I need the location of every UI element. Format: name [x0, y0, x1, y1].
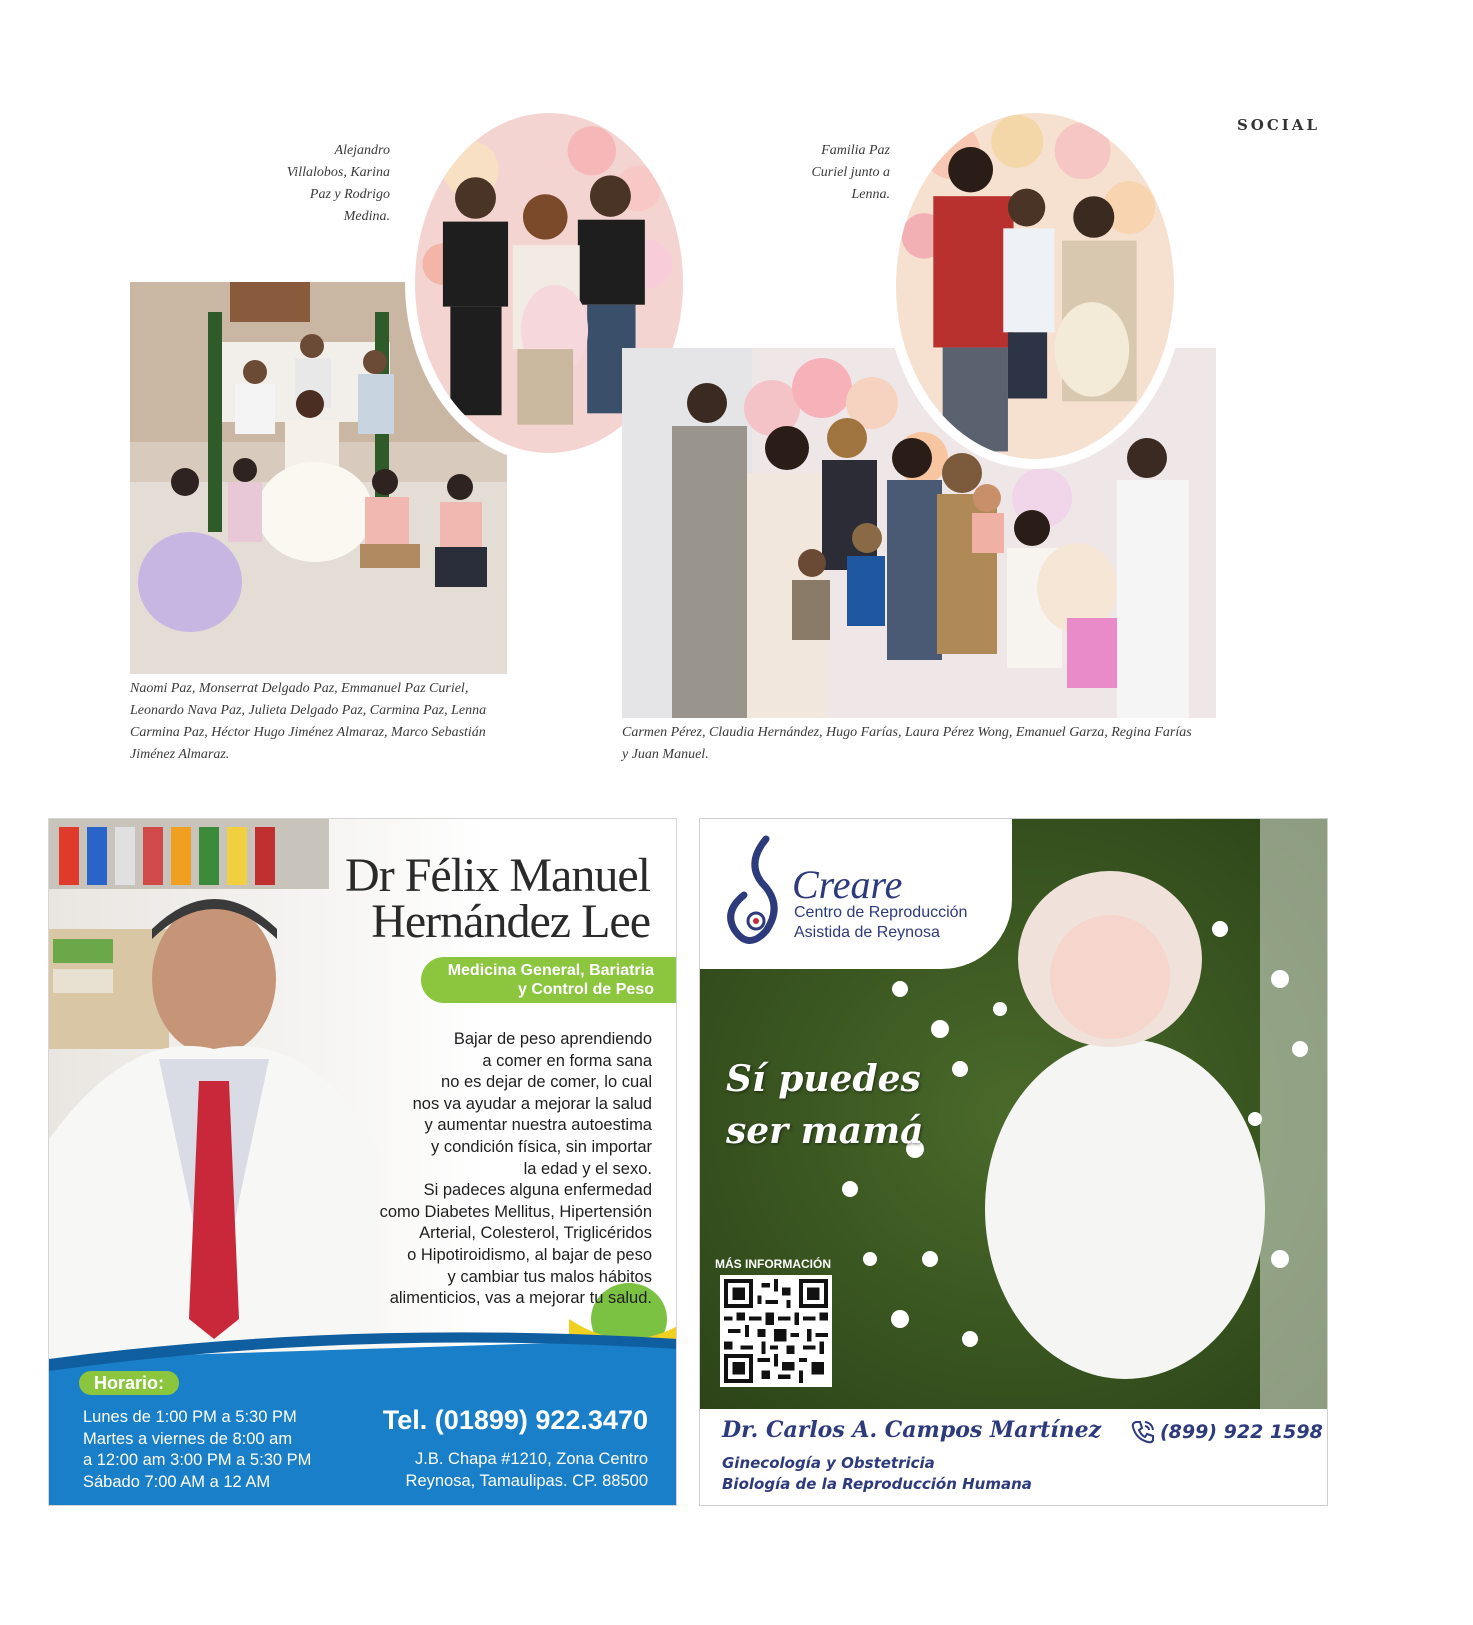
ad-felix-phone: Tel. (01899) 922.3470: [382, 1405, 648, 1435]
ad-felix-address: J.B. Chapa #1210, Zona Centro Reynosa, Tamaulipas. CP. 88500: [405, 1450, 648, 1490]
qr-code-icon[interactable]: [720, 1275, 832, 1387]
caption-oval-left-full: [0, 0, 1, 1]
phone-icon: [1130, 1419, 1156, 1445]
photo-left-caption: Naomi Paz, Monserrat Delgado Paz, Emmanuel Paz Curiel, Leonardo Nava Paz, Julieta Delgado Paz, Carmina Paz, Lenna Carmina Paz, Héctor Hugo Jiménez Almaraz, Marco Sebastián Jiménez Almaraz.: [130, 681, 487, 762]
ad-creare: [699, 818, 1328, 1506]
creare-logo-icon: [726, 833, 790, 951]
ad-creare-specialties: Ginecología y Obstetricia Biología de la Reproducción Humana: [722, 1454, 1032, 1493]
oval-left-caption: Alejandro Villalobos, Karina Paz y Rodrigo Medina.: [286, 143, 390, 224]
ad-creare-phone: (899) 922 1598: [1160, 1421, 1323, 1443]
ad-felix-specialty: Medicina General, Bariatria y Control de Peso: [421, 957, 677, 1003]
ad-creare-doctor: Dr. Carlos A. Campos Martínez: [722, 1417, 1102, 1443]
photo-right-caption: Carmen Pérez, Claudia Hernández, Hugo Farías, Laura Pérez Wong, Emanuel Garza, Regina Farías y Juan Manuel.: [622, 725, 1192, 762]
ad-creare-brand: Creare: [792, 862, 903, 907]
section-label: SOCIAL: [1236, 116, 1320, 134]
ad-felix-horario-label: Horario:: [79, 1371, 179, 1395]
oval-photo-family: [886, 103, 1184, 469]
ad-creare-more-info: MÁS INFORMACIÓN: [715, 1257, 831, 1271]
ad-creare-brand-sub: Centro de Reproducción Asistida de Reynosa: [794, 904, 968, 941]
ad-felix-hours: Lunes de 1:00 PM a 5:30 PM Martes a viernes de 8:00 am a 12:00 am 3:00 PM a 5:30 PM Sábado 7:00 AM a 12 AM: [83, 1408, 312, 1491]
oval-right-caption: Familia Paz Curiel junto a Lenna.: [811, 143, 890, 202]
ad-felix-body: Bajar de peso aprendiendo a comer en forma sana no es dejar de comer, lo cual nos va ayudar a mejorar la salud y aumentar nuestra autoestima y condición física, sin importar la edad y el sexo. Si padeces alguna enfermedad como Diabetes Mellitus, Hipertensión Arterial, Colesterol, Triglicéridos o Hipotiroidismo, al bajar de peso y cambiar tus malos hábitos alimenticios, vas a mejorar tu salud.: [379, 1030, 652, 1308]
ad-dr-felix: [48, 818, 677, 1506]
ad-felix-name: Dr Félix Manuel Hernández Lee: [345, 849, 650, 948]
ad-creare-tagline: Sí puedes ser mamá: [726, 1058, 924, 1152]
